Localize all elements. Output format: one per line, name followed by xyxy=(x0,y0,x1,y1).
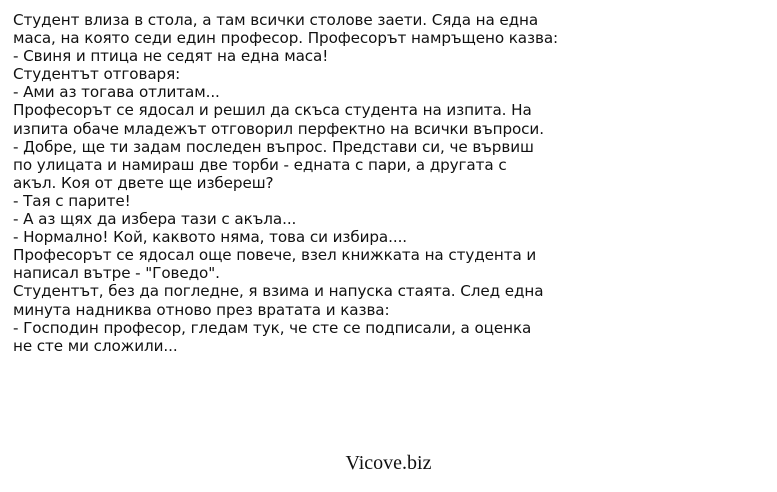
joke-line: изпита обаче младежът отговорил перфектно на всички въпроси. xyxy=(13,119,544,138)
joke-line: по улицата и намираш две торби - едната с пари, а другата с xyxy=(13,155,507,174)
joke-text xyxy=(13,11,773,355)
joke-line: - А аз щях да избера тази с акъла... xyxy=(13,210,297,229)
joke-line: Студентът отговаря: xyxy=(13,65,181,84)
joke-line: не сте ми сложили... xyxy=(13,336,178,355)
joke-line: - Господин професор, гледам тук, че сте се подписали, а оценка xyxy=(13,318,532,337)
joke-line: Студент влиза в стола, а там всички столове заети. Сяда на една xyxy=(13,11,539,29)
joke-line: - Тая с парите! xyxy=(13,191,131,210)
joke-line: Професорът се ядосал още повече, взел книжката на студента и xyxy=(13,246,537,265)
joke-line: - Нормално! Кой, каквото няма, това си избира.... xyxy=(13,228,408,247)
joke-line: написал вътре - "Говедо". xyxy=(13,264,220,283)
joke-line: Студентът, без да погледне, я взима и напуска стаята. След една xyxy=(13,282,544,301)
joke-line: акъл. Коя от двете ще избереш? xyxy=(13,173,274,192)
joke-line: - Свиня и птица не седят на една маса! xyxy=(13,47,329,66)
joke-line: Професорът се ядосал и решил да скъса студента на изпита. На xyxy=(13,101,532,120)
joke-line: - Ами аз тогава отлитам... xyxy=(13,83,220,102)
joke-line: маса, на която седи един професор. Професорът намръщено казва: xyxy=(13,29,559,48)
source-watermark: Vicove.biz xyxy=(345,452,432,474)
joke-line: минута надниква отново през вратата и казва: xyxy=(13,300,390,319)
joke-line: - Добре, ще ти задам последен въпрос. Представи си, че вървиш xyxy=(13,137,534,156)
